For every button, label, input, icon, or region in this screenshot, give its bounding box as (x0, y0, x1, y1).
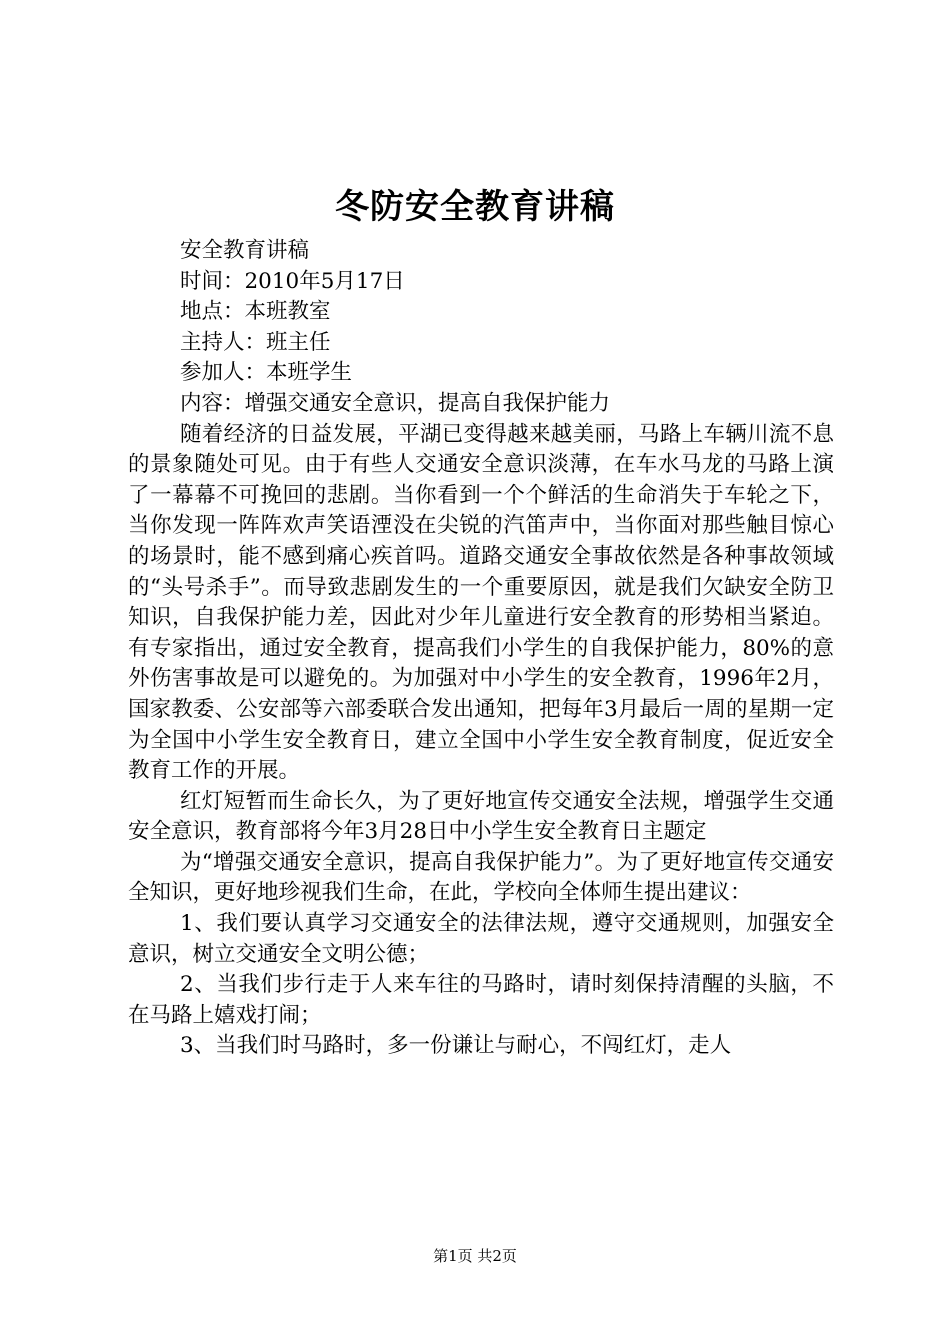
meta-line-location: 地点：本班教室 (180, 299, 331, 325)
meta-line-participants: 参加人：本班学生 (180, 360, 353, 386)
meta-line-content: 内容：增强交通安全意识，提高自我保护能力 (180, 390, 611, 416)
document-title: 冬防安全教育讲稿 (335, 187, 615, 227)
paragraph-red-light: 红灯短暂而生命长久，为了更好地宣传交通安全法规，增强学生交通安全意识，教育部将今年3月28日中小学生安全教育日主题定 (128, 788, 834, 845)
paragraph-suggestion-3: 3、当我们时马路时，多一份谦让与耐心，不闯红灯，走人 (180, 1033, 732, 1059)
paragraph-theme: 为“增强交通安全意识，提高自我保护能力”。为了更好地宣传交通安全知识，更好地珍视我们生命，在此，学校向全体师生提出建议： (128, 849, 834, 906)
meta-line-subtitle: 安全教育讲稿 (180, 238, 310, 263)
meta-line-time: 时间：2010年5月17日 (180, 268, 405, 294)
page-number-footer: 第1页 共2页 (433, 1247, 517, 1265)
paragraph-suggestion-2: 2、当我们步行走于人来车往的马路时，请时刻保持清醒的头脑，不在马路上嬉戏打闹； (128, 972, 834, 1028)
paragraph-suggestion-1: 1、我们要认真学习交通安全的法律法规，遵守交通规则，加强安全意识，树立交通安全文明公德； (128, 911, 834, 967)
meta-line-host: 主持人：班主任 (180, 329, 331, 355)
paragraph-intro: 随着经济的日益发展，平湖已变得越来越美丽，马路上车辆川流不息的景象随处可见。由于有些人交通安全意识淡薄，在车水马龙的马路上演了一幕幕不可挽回的悲剧。当你看到一个个鲜活的生命消失于车轮之下，当你发现一阵阵欢声笑语湮没在尖锐的汽笛声中，当你面对那些触目惊心的场景时，能不感到痛心疾首吗。道路交通安全事故依然是各种事故领域的“头号杀手”。而导致悲剧发生的一个重要原因，就是我们欠缺安全防卫知识，自我保护能力差，因此对少年儿童进行安全教育的形势相当紧迫。有专家指出，通过安全教育，提高我们小学生的自我保护能力，80%的意外伤害事故是可以避免的。为加强对中小学生的安全教育，1996年2月，国家教委、公安部等六部委联合发出通知，把每年3月最后一周的星期一定为全国中小学生安全教育日，建立全国中小学生安全教育制度，促近安全教育工作的开展。 (128, 421, 834, 784)
document-body (128, 236, 834, 1062)
